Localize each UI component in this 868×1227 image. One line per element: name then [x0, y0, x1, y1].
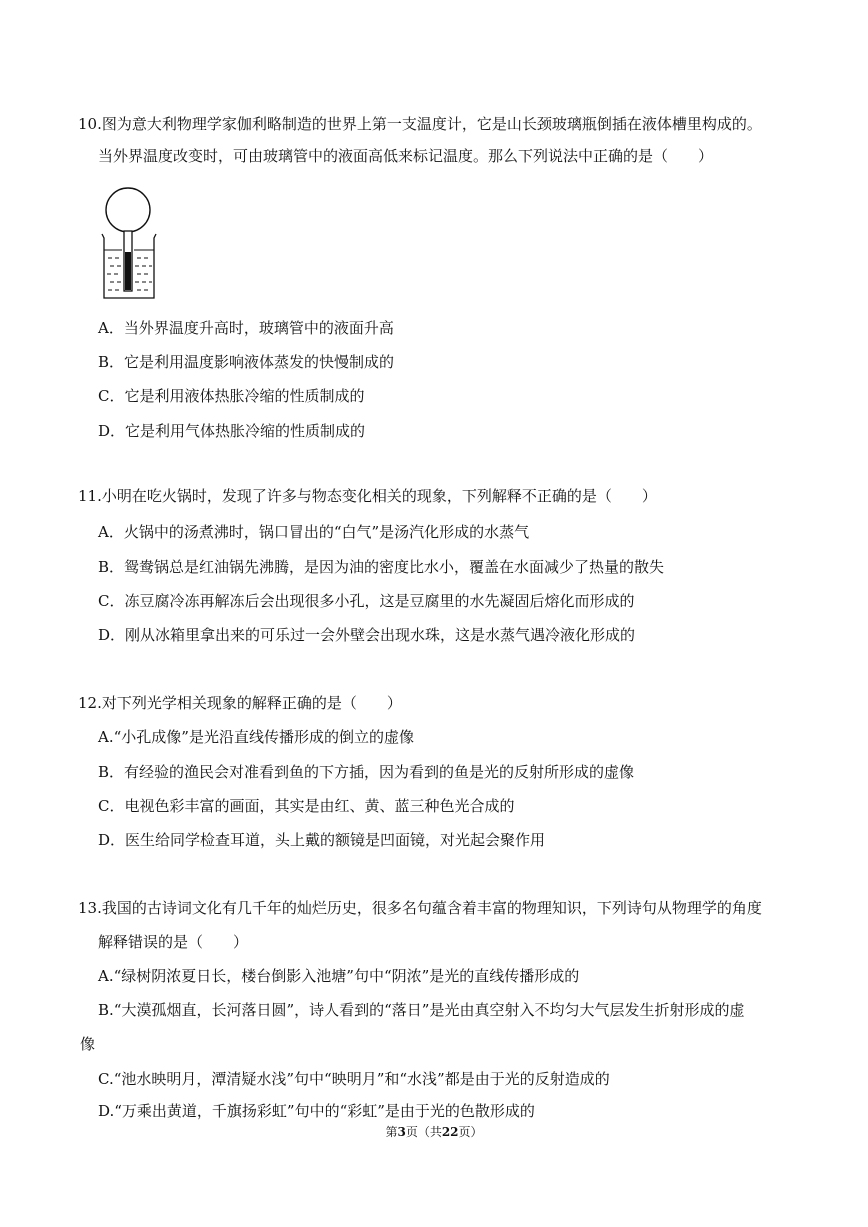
footer-middle: 页（共: [405, 1125, 442, 1139]
question-11-stem-line-1: [78, 486, 657, 506]
question-13-stem-line-1: [78, 898, 762, 918]
question-number: 11.: [78, 487, 102, 505]
question-number: 10.: [78, 115, 102, 133]
footer-total-pages: 22: [441, 1125, 459, 1139]
question-12-option-c: C．电视色彩丰富的画面，其实是由红、黄、蓝三种色光合成的: [98, 797, 515, 815]
question-10-option-b: B．它是利用温度影响液体蒸发的快慢制成的: [98, 353, 395, 371]
question-13-option-d: D.“万乘出黄道，千旗扬彩虹”句中的“彩虹”是由于光的色散形成的: [98, 1102, 535, 1120]
question-13-option-b: B.“大漠孤烟直，长河落日圆”，诗人看到的“落日”是光由真空射入不均匀大气层发生折射形成的虚: [98, 1001, 745, 1019]
question-13-option-b-continuation: 像: [80, 1035, 96, 1053]
footer-prefix: 第: [385, 1125, 398, 1139]
question-11-option-b: B．鸳鸯锅总是红油锅先沸腾，是因为油的密度比水小，覆盖在水面减少了热量的散失: [98, 558, 665, 576]
question-12-stem-line-1: [78, 693, 402, 713]
question-11-option-d: D．刚从冰箱里拿出来的可乐过一会外壁会出现水珠，这是水蒸气遇冷液化形成的: [98, 626, 636, 644]
question-number: 12.: [78, 694, 102, 712]
galileo-thermoscope-icon: [100, 186, 160, 302]
question-10-option-c: C．它是利用液体热胀冷缩的性质制成的: [98, 387, 365, 405]
question-13-option-c: C.“池水映明月，潭清疑水浅”句中“映明月”和“水浅”都是由于光的反射造成的: [98, 1070, 610, 1088]
question-12-option-a: A.“小孔成像”是光沿直线传播形成的倒立的虚像: [98, 728, 414, 746]
question-11-option-c: C．冻豆腐冷冻再解冻后会出现很多小孔，这是豆腐里的水先凝固后熔化而形成的: [98, 592, 635, 610]
footer-page-number: 3: [397, 1125, 406, 1139]
footer-suffix: 页）: [458, 1125, 483, 1139]
question-10-option-d: D．它是利用气体热胀冷缩的性质制成的: [98, 422, 366, 440]
question-text: 图为意大利物理学家伽利略制造的世界上第一支温度计，它是山长颈玻璃瓶倒插在液体槽里构成的。: [101, 115, 762, 133]
question-text: 我国的古诗词文化有几千年的灿烂历史，很多名句蕴含着丰富的物理知识，下列诗句从物理学的角度: [101, 899, 762, 917]
question-12-option-b: B．有经验的渔民会对准看到鱼的下方插，因为看到的鱼是光的反射所形成的虚像: [98, 763, 635, 781]
question-10-stem-line-1: [78, 114, 762, 134]
question-11-option-a: A．火锅中的汤煮沸时，锅口冒出的“白气”是汤汽化形成的水蒸气: [98, 523, 530, 541]
question-13-option-a: A.“绿树阴浓夏日长，楼台倒影入池塘”句中“阴浓”是光的直线传播形成的: [98, 967, 580, 985]
question-10-stem-line-2: 当外界温度改变时，可由玻璃管中的液面高低来标记温度。那么下列说法中正确的是（ ）: [98, 147, 714, 165]
question-text: 对下列光学相关现象的解释正确的是（ ）: [101, 694, 402, 712]
question-text: 小明在吃火锅时，发现了许多与物态变化相关的现象，下列解释不正确的是（ ）: [101, 487, 657, 505]
page-footer: [0, 1124, 868, 1140]
question-12-option-d: D．医生给同学检查耳道，头上戴的额镜是凹面镜，对光起会聚作用: [98, 831, 546, 849]
question-10-option-a: A．当外界温度升高时，玻璃管中的液面升高: [98, 319, 394, 337]
question-number: 13.: [78, 899, 102, 917]
question-13-stem-line-2: 解释错误的是（ ）: [98, 933, 249, 951]
